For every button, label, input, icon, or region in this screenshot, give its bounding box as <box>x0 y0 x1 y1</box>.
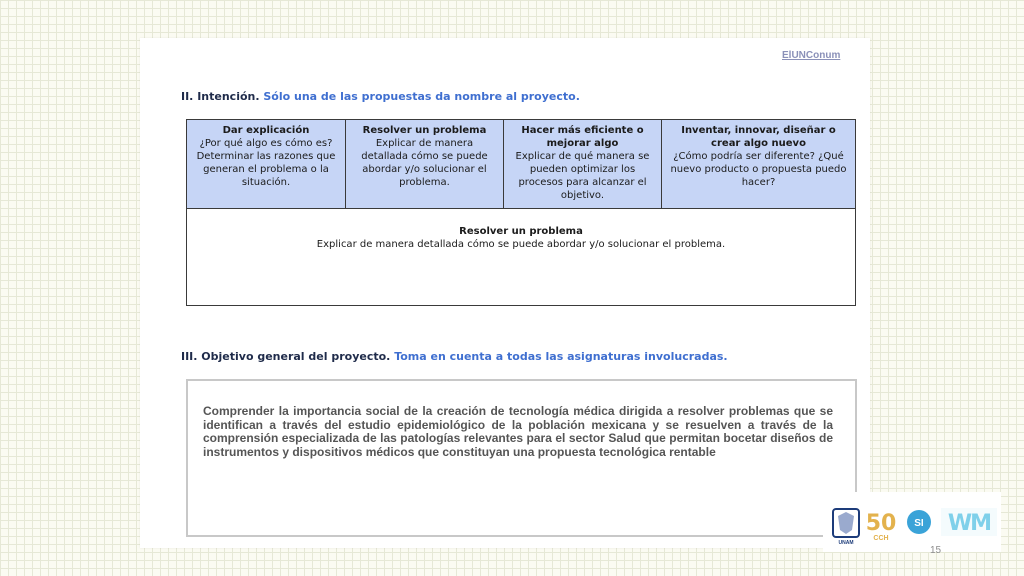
si-badge-logo <box>907 510 931 534</box>
intent-heading-prefix: II. Intención. <box>181 90 260 103</box>
option-title: Dar explicación <box>222 125 310 136</box>
selected-intent <box>187 209 855 251</box>
objective-heading <box>181 350 728 363</box>
objective-text-box[interactable] <box>186 379 857 537</box>
institution-logos <box>823 492 1001 552</box>
intent-heading-note: Sólo una de las propuestas da nombre al proyecto. <box>263 90 580 103</box>
objective-heading-prefix: III. Objetivo general del proyecto. <box>181 350 391 363</box>
option-invent <box>662 120 855 208</box>
svg-text:50: 50 <box>865 511 897 536</box>
option-explain <box>187 120 346 208</box>
option-description: Explicar de manera detallada cómo se puede abordar y/o solucionar el problema. <box>361 138 488 188</box>
intent-table <box>186 119 856 306</box>
anniversary-logo <box>866 511 897 542</box>
option-title: Hacer más eficiente o mejorar algo <box>521 125 644 149</box>
intent-options-row <box>187 120 855 209</box>
objective-text: Comprender la importancia social de la creación de tecnología médica dirigida a resolver problemas que se identifican a través del estudio epidemiológico de la población mexicana y se resuelven a través de la comprensión especializada de las patologías relevantes para el sector Salud que permitan bocetar diseños de instrumentos y dispositivos médicos que constituyan una propuesta tecnológica rentable <box>203 404 833 459</box>
page-number: 15 <box>930 545 942 556</box>
option-solve <box>346 120 504 208</box>
selected-intent-title: Resolver un problema <box>459 226 583 237</box>
svg-text:CCH: CCH <box>873 535 889 542</box>
svg-text:UNAM: UNAM <box>838 540 854 546</box>
option-title: Resolver un problema <box>362 125 487 136</box>
option-description: ¿Por qué algo es cómo es? Determinar las razones que generan el problema o la situación. <box>196 138 336 188</box>
option-description: ¿Cómo podría ser diferente? ¿Qué nuevo producto o propuesta puedo hacer? <box>670 151 847 188</box>
option-description: Explicar de qué manera se pueden optimizar los procesos para alcanzar el objetivo. <box>515 151 650 201</box>
source-label[interactable]: ElUNConum <box>782 50 841 61</box>
brand-mark-logo <box>941 508 997 536</box>
intent-heading <box>181 90 580 103</box>
selected-intent-description: Explicar de manera detallada cómo se puede abordar y/o solucionar el problema. <box>316 239 726 250</box>
svg-text:SI: SI <box>914 518 924 529</box>
option-improve <box>504 120 662 208</box>
logos-graphic <box>823 492 1001 552</box>
svg-text:WM: WM <box>947 511 991 536</box>
option-title: Inventar, innovar, diseñar o crear algo nuevo <box>681 125 836 149</box>
unam-seal-logo <box>833 509 859 546</box>
objective-heading-note: Toma en cuenta a todas las asignaturas involucradas. <box>394 350 728 363</box>
